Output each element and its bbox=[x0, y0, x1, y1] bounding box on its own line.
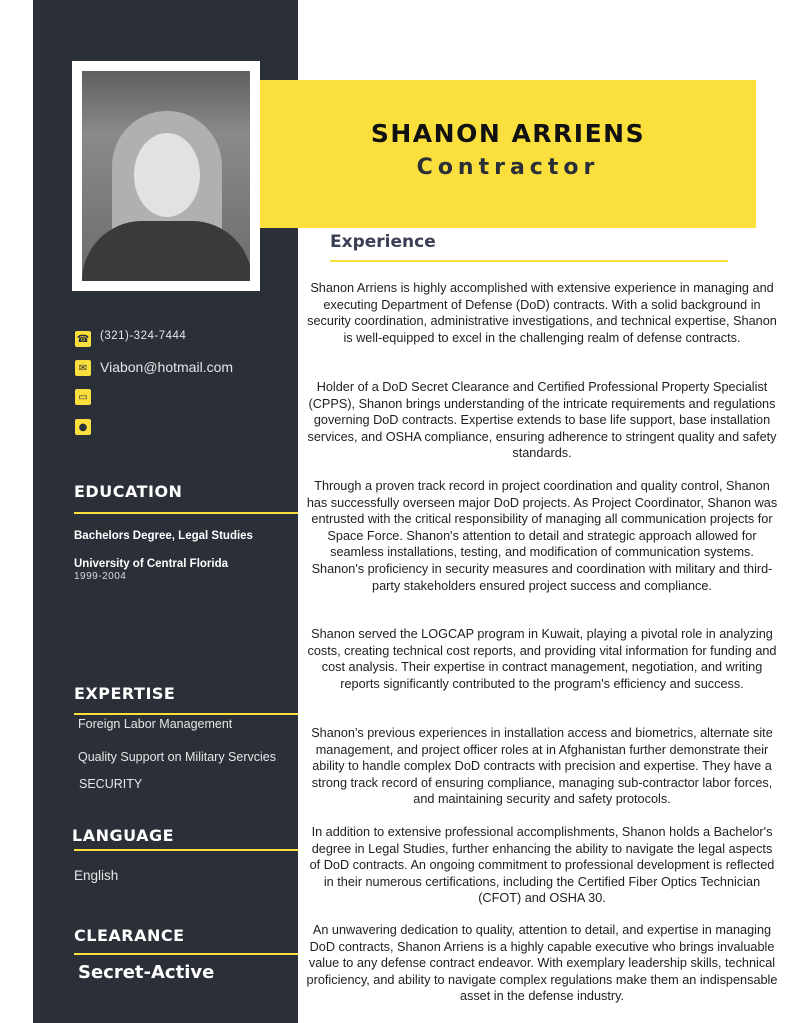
clearance-value: Secret-Active bbox=[78, 962, 215, 983]
job-title: Contractor bbox=[416, 155, 600, 180]
education-years: 1999-2004 bbox=[74, 571, 127, 582]
language-heading: LANGUAGE bbox=[72, 826, 175, 845]
laptop-icon: ▭ bbox=[75, 389, 91, 405]
phone-icon: ☎ bbox=[75, 331, 91, 347]
language-divider bbox=[74, 849, 298, 851]
experience-paragraph: Shanon served the LOGCAP program in Kuwait, playing a pivotal role in analyzing costs, creating technical cost reports, and providing vital information for funding and cost analysis. Their expertise in contract management, negotiation, and writing reports significantly contributed to the program's efficiency and success. bbox=[307, 627, 777, 691]
portrait-image bbox=[82, 71, 250, 281]
experience-paragraph: An unwavering dedication to quality, attention to detail, and expertise in managing DoD contracts, Shanon Arriens is a highly capable executive who brings invaluable value to any defense contract endeavor. With exemplary leadership skills, technical proficiency, and ability to navigate complex regulations make them an indispensable asset in the defense industry. bbox=[306, 923, 778, 1004]
expertise-item: Quality Support on Military Servcies bbox=[78, 750, 276, 764]
experience-paragraph: In addition to extensive professional accomplishments, Shanon holds a Bachelor's degree in Legal Studies, further enhancing the ability to navigate the legal aspects of DoD contracts. An ongoing commitment to professional development is reflected in their numerous certifications, including the Certified Fiber Optics Technician (CFOT) and OSHA 30. bbox=[309, 825, 775, 906]
experience-heading: Experience bbox=[330, 232, 436, 252]
experience-paragraph: Shanon's previous experiences in installation access and biometrics, alternate site management, and project officer roles at in Afghanistan further demonstrate their ability to handle complex DoD contracts with precision and expertise. They have a strong track record of ensuring compliance, managing sub-contractor labor forces, and maintaining security and safety protocols. bbox=[311, 726, 773, 807]
email-text[interactable]: Viabon@hotmail.com bbox=[100, 359, 234, 375]
education-divider bbox=[74, 512, 298, 514]
name-banner bbox=[260, 80, 756, 228]
expertise-heading: EXPERTISE bbox=[74, 684, 176, 703]
expertise-item: Foreign Labor Management bbox=[78, 717, 233, 731]
experience-paragraph: Shanon Arriens is highly accomplished with extensive experience in managing and executing Department of Defense (DoD) contracts. With a solid background in security coordination, administrative investigations, and technical expertise, Shanon is well-equipped to excel in the challenging realm of defense contracts. bbox=[307, 281, 777, 345]
education-degree: Bachelors Degree, Legal Studies bbox=[74, 530, 253, 542]
phone-text: (321)-324-7444 bbox=[100, 330, 187, 342]
person-name: SHANON ARRIENS bbox=[370, 119, 646, 148]
clearance-divider bbox=[74, 953, 298, 955]
language-item: English bbox=[74, 868, 119, 883]
profile-photo bbox=[72, 61, 260, 291]
clearance-heading: CLEARANCE bbox=[74, 926, 185, 945]
expertise-item: SECURITY bbox=[79, 777, 143, 791]
experience-paragraph: Through a proven track record in project coordination and quality control, Shanon has successfully overseen major DoD projects. As Project Coordinator, Shanon was entrusted with the critical responsibility of managing all communication projects for Space Force. Shanon's attention to detail and strategic approach allowed for seamless installations, testing, and modification of communication systems. Shanon's proficiency in security measures and coordination with military and third-party stakeholders ensured project success and compliance. bbox=[306, 479, 778, 593]
location-pin-icon: ● bbox=[75, 419, 91, 435]
education-school: University of Central Florida bbox=[74, 558, 229, 570]
email-icon: ✉ bbox=[75, 360, 91, 376]
expertise-divider bbox=[74, 713, 298, 715]
experience-divider bbox=[330, 260, 728, 262]
education-heading: EDUCATION bbox=[74, 482, 183, 501]
experience-paragraph: Holder of a DoD Secret Clearance and Certified Professional Property Specialist (CPPS), Shanon brings understanding of the intricate requirements and regulations governing DoD contracts. Expertise extends to base life support, base installation services, and OSHA compliance, ensuring adherence to stringent quality and safety standards. bbox=[307, 380, 777, 461]
